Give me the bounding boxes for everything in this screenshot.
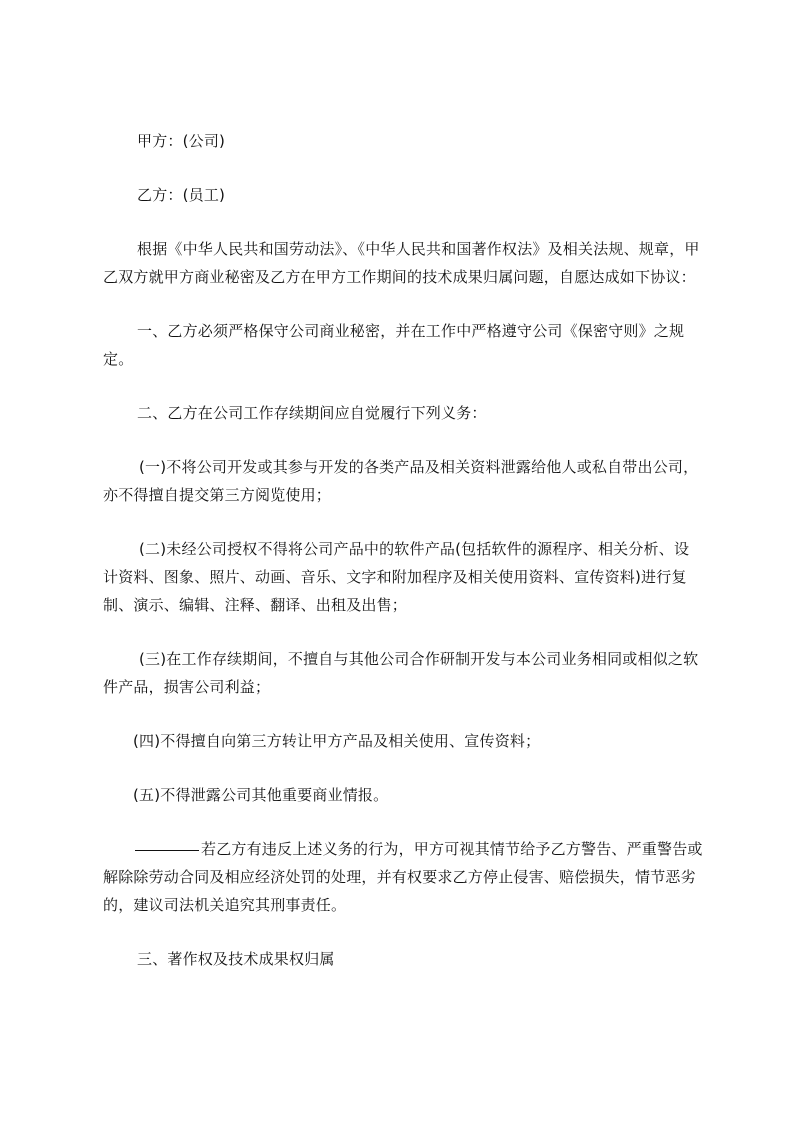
party-a-line: 甲方：(公司) <box>137 132 226 150</box>
preamble-paragraph: 根据《中华人民共和国劳动法》、《中华人民共和国著作权法》及相关法规、规章，甲乙双方就甲方商业秘密及乙方在甲方工作期间的技术成果归属问题，自愿达成如下协议： <box>103 240 700 286</box>
party-b-line: 乙方：(员工) <box>137 186 226 204</box>
obligation-item-2: (二)未经公司授权不得将公司产品中的软件产品(包括软件的源程序、相关分析、设计资料、图象、照片、动画、音乐、文字和附加程序及相关使用资料、宣传资料)进行复制、演示、编辑、注释、翻译、出租及出售； <box>103 540 690 614</box>
clause-3-heading: 三、著作权及技术成果权归属 <box>137 950 335 968</box>
clause-1-paragraph: 一、乙方必须严格保守公司商业秘密，并在工作中严格遵守公司《保密守则》之规定。 <box>103 322 685 368</box>
penalty-text: 若乙方有违反上述义务的行为，甲方可视其情节给予乙方警告、严重警告或解除除劳动合同及相应经济处罚的处理，并有权要求乙方停止侵害、赔偿损失，情节恶劣的，建议司法机关追究其刑事责任。 <box>103 840 703 914</box>
document-body <box>103 127 703 973</box>
obligation-item-1: (一)不将公司开发或其参与开发的各类产品及相关资料泄露给他人或私自带出公司，亦不得擅自提交第三方阅览使用； <box>103 458 699 504</box>
obligation-item-3: (三)在工作存续期间，不擅自与其他公司合作研制开发与本公司业务相同或相似之软件产品，损害公司利益； <box>103 650 699 696</box>
obligation-item-5: (五)不得泄露公司其他重要商业情报。 <box>133 786 389 804</box>
fill-in-blank <box>135 849 199 851</box>
clause-2-heading: 二、乙方在公司工作存续期间应自觉履行下列义务： <box>137 404 487 422</box>
penalty-paragraph <box>103 835 703 919</box>
obligation-item-4: (四)不得擅自向第三方转让甲方产品及相关使用、宣传资料； <box>133 732 541 750</box>
